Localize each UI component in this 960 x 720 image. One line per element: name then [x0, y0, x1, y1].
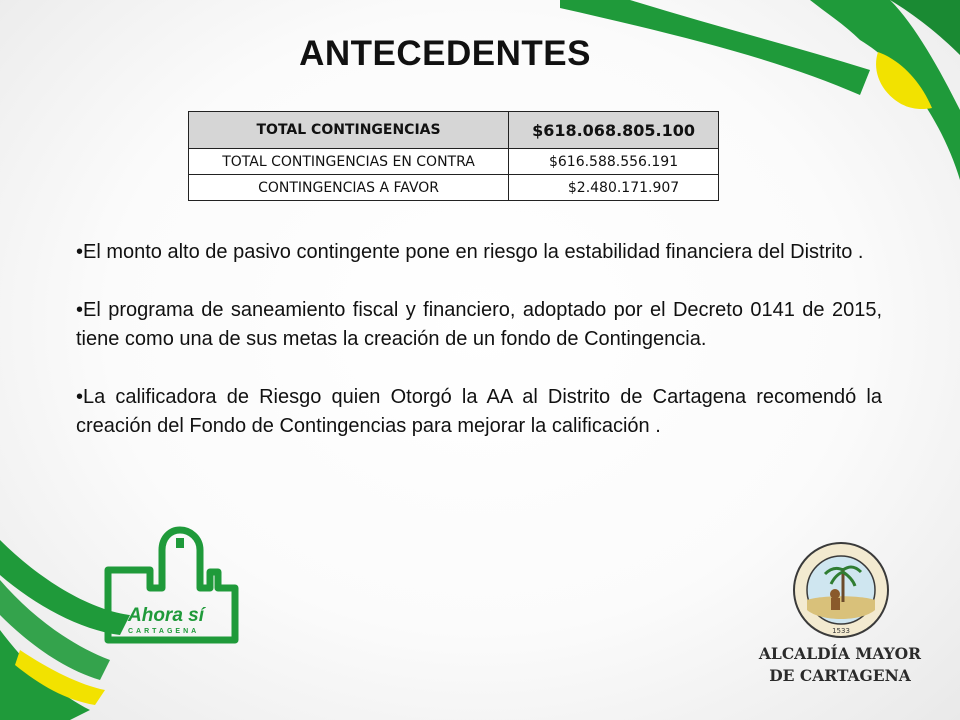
bullet-item: •El monto alto de pasivo contingente pone en riesgo la estabilidad financiera del Distrito .	[76, 241, 864, 263]
table-cell-label: CONTINGENCIAS A FAVOR	[189, 175, 509, 201]
table-header-label: TOTAL CONTINGENCIAS	[189, 112, 509, 149]
slide-title: ANTECEDENTES	[299, 34, 591, 73]
table-header-row	[189, 112, 719, 149]
ahora-si-logo-sub: CARTAGENA	[128, 628, 200, 635]
ahora-si-logo	[128, 606, 204, 635]
bullet-list	[76, 238, 882, 470]
ahora-si-logo-graphic	[0, 520, 250, 720]
alcaldia-logo	[740, 643, 940, 687]
table-row	[189, 175, 719, 201]
table-cell-value: $616.588.556.191	[509, 149, 719, 175]
alcaldia-line2: DE CARTAGENA	[769, 666, 911, 685]
svg-text:1533: 1533	[832, 627, 850, 635]
table-cell-label: TOTAL CONTINGENCIAS EN CONTRA	[189, 149, 509, 175]
table-cell-value: $2.480.171.907	[509, 175, 719, 201]
alcaldia-line1: ALCALDÍA MAYOR	[758, 644, 922, 663]
bullet-item: •La calificadora de Riesgo quien Otorgó la AA al Distrito de Cartagena recomendó la creación del Fondo de Contingencias para mejorar la calificación .	[76, 386, 882, 437]
ahora-si-logo-main: Ahora sí	[128, 605, 205, 626]
cartagena-crest-icon	[791, 540, 891, 640]
table-row	[189, 149, 719, 175]
contingencias-table	[188, 111, 719, 201]
bullet-item: •El programa de saneamiento fiscal y financiero, adoptado por el Decreto 0141 de 2015, tiene como una de sus metas la creación de un fondo de Contingencia.	[76, 299, 882, 350]
table-header-value: $618.068.805.100	[509, 112, 719, 149]
